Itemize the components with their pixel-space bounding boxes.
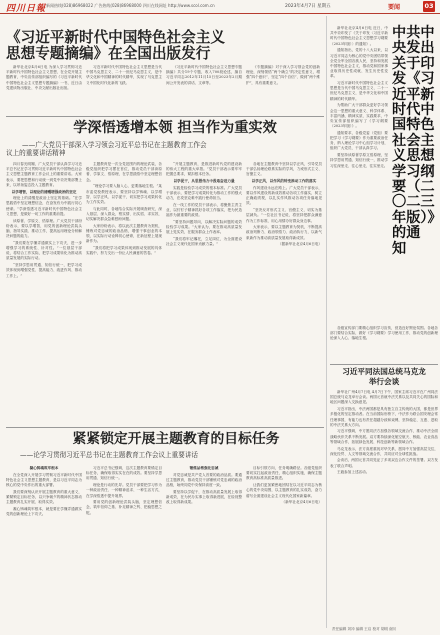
article1-title-line2: 思想专题摘编》在全国出版发行 bbox=[6, 45, 211, 63]
article2-subtitle-line2: 议上的重要讲话精神 bbox=[6, 149, 66, 158]
article2-section3-heading: 以学正风，以作风的转变推动工作的落实 bbox=[251, 179, 317, 184]
right-headline-line: 中共中央发出 bbox=[392, 25, 435, 57]
article1-body-col4: 《专题摘编》对于深入学习领会党的创新理论，深刻领悟“两个确立”的决定性意义，增强“四个意识”、坚定“四个自信”、做到“两个维护”，具有重要意义。 bbox=[246, 65, 320, 85]
secondary-title bbox=[332, 367, 436, 387]
article2-subtitle bbox=[6, 141, 322, 158]
article3-body-col4: 目标引领方向，任务明确路径。各级党组织要切实扛起政治责任，精心组织实施，确保主题教育高标准高质量推进。 让我们更加紧密地团结在以习近平同志为核心的党中央周围，以主题教育的扎实成效，奋力谱写全面建设社会主义现代化国家新篇章。 （新华社北京4月6日电） bbox=[246, 466, 322, 505]
article1-title bbox=[6, 30, 326, 63]
article2-body-col4: 各地在主题教育中坚持以学正风，引导党员干部弘扬理论联系实际的学风，力戒形式主义、官僚主义。 以学正风，以作风的转变推动工作的落实 作风建设永远在路上。广大党员干部表示，要以作风建设的新成效推动各项工作落实，树立正确政绩观，以扎实作风推动各项任务落地见效。 “坚决反对形式主义、官僚主义，切实为基层减负。”一位社区书记说，将坚持把群众满意作为工作标准，用心用情办好群众身边事。 大家表示，要以主题教育为契机，不断提高政治判断力、政治领悟力、政治执行力，以新气象新作为推动高质量发展取得新成效。 （据新华社北京4月6日电） bbox=[246, 162, 322, 247]
article3-body-col3: 锤炼品格强化忠诚 对党忠诚是共产党人首要的政治品质。要通过主题教育，推动党员干部锤炼对党忠诚的政治品格，始终同党中央保持高度一致。 要坚持以学促干，在推动高质量发展上取得新成效，在为民办实事上取得新进展，在检视整改上取得新成果。 bbox=[166, 466, 242, 505]
right-headline-line: 知 bbox=[392, 240, 407, 257]
article2-body-col3: “开展主题教育，是推进新时代党的建设新的伟大工程的重大举措。”党员干部表示要牢牢把握总要求，紧扣根本任务。 以学促干，从思想伟力中汲取奋进力量 实践是检验学习成效的根本标准。广大党员干部表示，要把学习成果转化为推动工作的强大动力，在攻坚克难中践行使命担当。 在一线工作的党员干部表示，将聚焦主责主业，以钉钉子精神抓好各项工作落实，把为民造福作为最重要的政绩。 “要坚持问题导向，以解决实际问题的成效检验学习成果。”大家认为，要在推动高质量发展上见实效，在服务群众上作表率。 “我们将牢记嘱托，立足岗位，为全面建设社会主义现代化国家贡献力量。” bbox=[166, 162, 242, 247]
right-headline-line: 近平新时代中 bbox=[392, 86, 435, 119]
divider bbox=[6, 116, 324, 117]
article2-body-col2: 主题教育是一次全党范围内的理论武装，各级党组织把学习摆在首位，推动党员干部读原著、学原文、悟原理，在学思践悟中坚定理想信念。 “理论学习要入脑入心，更要落地生根。”某市委党校教授表示，要坚持以学铸魂、以学增智、以学正风、以学促干，切实把学习成果转化为工作实效。 与此同时，各地结合实际开展调查研究，深入基层、深入群众，察实情、出实招、求实效，切实解决群众急难愁盼问题。 大家纷纷表示，将以此次主题教育为契机，锤炼对党忠诚的政治品格，增强干事创业的本领，以实际行动诠释初心使命，在新征程上展现新作为。 “我们将把学习成果体现到推动发展的具体实践中，努力交出一份让人民满意的答卷。” bbox=[86, 162, 162, 256]
right-headline-line: 年版）》的通 bbox=[392, 209, 435, 242]
article1-body-col2: 习近平新时代中国特色社会主义思想是当代中国马克思主义、二十一世纪马克思主义，是中华文化和中国精神的时代精华，实现了马克思主义中国化时代化新的飞跃。 bbox=[86, 65, 162, 85]
right-headline bbox=[392, 26, 438, 257]
article2-credit: （据新华社北京4月6日电） bbox=[277, 242, 322, 247]
article3-section1-heading: 凝心铸魂筑牢根本 bbox=[29, 466, 59, 470]
article1-body-col1: 新华社北京4月6日电 为深入学习贯彻习近平新时代中国特色社会主义思想，在全党开展主题教育，中央宣传部组织编写的《习近平新时代中国特色社会主义思想专题摘编》一书，近日由党建读物出版社、中央文献出版社出版。 bbox=[6, 65, 82, 90]
divider bbox=[6, 427, 324, 428]
article3-body-col1: 凝心铸魂筑牢根本 在全党深入开展学习贯彻习近平新时代中国特色社会主义思想主题教育，是以习近平同志为核心的党中央作出的重大部署。 我们要深刻认识开展主题教育的重大意义，紧紧锁定目标任务，以只争朝夕的精神状态推动主题教育扎实开展、取得实效。 凝心铸魂筑牢根本，就是要在学懂弄通做实党的创新理论上下功夫。 bbox=[6, 466, 82, 517]
article2-section2-heading: 以学促干，从思想伟力中汲取奋进力量 bbox=[173, 179, 235, 184]
article3-title: 紧紧锁定开展主题教育的目标任务 bbox=[72, 431, 280, 447]
right-headline-line: 义思想学习纲 bbox=[392, 148, 435, 180]
divider bbox=[330, 364, 438, 365]
secondary-body-col1: 新华社广州4月7日电 4月7日下午，国家主席习近平在广州同法国总统马克龙举行会谈。两国元首就中法关系以及共同关心的国际和地区问题深入交换意见。 习近平指出，中法两国都是具有独立自主传统的大国，都是世界多极化的坚定推动者。在当前国际形势下，中法作为联合国安理会常任理事国，有能力也有责任超越分歧和束缚，坚持稳定、互惠、进取的中法关系大方向。 习近平强调，中方愿同法方加强各领域交流合作，推动中法全面战略伙伴关系不断发展。双方要持续深化航空航天、核能、农业食品等领域合作，拓展绿色发展、科技创新等新领域合作。 马克龙表示，法方高度重视对华关系，愿同中方加强高层交往，深化经贸、人文等领域交流合作，共同应对全球性挑战。 会谈后，两国元首共同见证了多项双边合作文件的签署。双方发表了联合声明。 王毅参加上述活动。 bbox=[330, 390, 438, 475]
page-number: 03 bbox=[424, 2, 434, 10]
footer-credits: 责任编辑 刘冲 编辑 王启 校对 胡明 谢川 bbox=[332, 627, 397, 631]
article2-section1-heading: 以学增智，以理论的清醒增强政治的坚定 bbox=[11, 189, 77, 194]
article2-title: 学深悟透增本领 担当作为重实效 bbox=[73, 120, 277, 136]
masthead-contact: 新闻热线(028)86968022 广告热线(028)86968000 四川在线网址 http://www.scol.com.cn bbox=[46, 3, 215, 8]
secondary-title-line1: 习近平同法国总统马克龙 bbox=[342, 367, 426, 376]
right-notice-body-lower: 各级宣传部门要精心组织学习宣传，营造良好舆论氛围。各地各部门要结合实际，做好《学习纲要》学习使用工作，推动党的创新理论深入人心、落地生根。 bbox=[330, 326, 438, 341]
right-notice-body: 新华社北京4月6日电 近日，中共中央印发了《关于印发〈习近平新时代中国特色社会主义思想学习纲要（2023年版）〉的通知》。 通知指出，党的十八大以来，以习近平同志为核心的党中央团结带领全党全军全国各族人民，坚持和发展中国特色社会主义，推动党和国家事业取得历史性成就、发生历史性变革。 习近平新时代中国特色社会主义思想是当代中国马克思主义、二十一世纪马克思主义，是中华文化和中国精神的时代精华。 为帮助广大干部群众更好学习领会这一思想的重大意义、科学体系、丰富内涵、精神实质、实践要求，中央宣传部组织编写了《学习纲要（2023年版）》。 通知要求，各级党委（党组）要把学习《学习纲要》作为重要政治任务，纳入理论学习中心组学习计划，组织广大党员、干部认真学习。 要坚持读原著学原文悟原理，坚持学思用贯通、知信行统一，推动学习往深里走、往心里走、往实里走。 bbox=[330, 26, 388, 168]
secondary-title-line2: 举行会谈 bbox=[368, 377, 400, 386]
newspaper-logo: 四川日報 bbox=[6, 4, 47, 14]
column-divider bbox=[326, 16, 327, 628]
article1-body-col3: 《习近平新时代中国特色社会主义思想专题摘编》共分19个专题，收入700段论述，摘自习近平同志2012年11月15日至2023年2月期间公开发表的讲话、文章等。 bbox=[166, 65, 242, 85]
issue-date: 2023年4月7日 星期五 bbox=[285, 4, 331, 9]
section-label: 要闻 bbox=[388, 4, 401, 11]
masthead bbox=[0, 0, 440, 14]
right-headline-line: 国特色社会主 bbox=[392, 117, 435, 149]
article2-body-col1: 四月春光明媚，广大党员干部认真学习习近平总书记在学习贯彻习近平新时代中国特色社会主义思想主题教育工作会议上的重要讲话。大家表示，要把思想和行动统一到党中央决策部署上来，以昂扬姿态投入主题教育。 以学增智，以理论的清醒增强政治的坚定 理论上的清醒是政治上坚定的基础。“在学思践悟中坚定理想信念，在奋发有为中践行初心使命。”学深悟透习近平新时代中国特色社会主义思想，是做好一切工作的重要前提。 读原著、学原文、悟原理。广大党员干部纷纷表示，要以学增智，用党的创新理论武装头脑、指导实践、推动工作，提高运用理论分析解决问题的能力。 “我们要在学懂弄通做实上下功夫，进一步增强学习的系统性、针对性。”一位基层干部说，将结合工作实际，把学习成果转化为推动高质量发展的实际行动。 “坚持学思用贯通、知信行统一，把学习成效体现到增强党性、提高能力、改进作风、推动工作上。” bbox=[6, 162, 82, 278]
article2-subtitle-line1: ——广大党员干部深入学习领会习近平总书记在主题教育工作会 bbox=[22, 141, 207, 149]
right-headline-line: 关于印发《习 bbox=[392, 55, 435, 88]
article1-title-line1: 《习近平新时代中国特色社会主义 bbox=[6, 29, 225, 46]
article3-subtitle: ——论学习贯彻习近平总书记在主题教育工作会议上重要讲话 bbox=[20, 451, 199, 459]
article3-body-col2: 习近平总书记强调，这次主题教育要锚定目标任务，确保取得实实在在的成效。要坚持学思用贯通、知信行统一。 理论是行动的先导。党员干部要把学习作为一种政治责任、一种精神追求、一种生活方式，在学深悟透中提升境界。 要用党的创新理论武装头脑，坚定理想信念，筑牢信仰之基、补足精神之钙、把稳思想之舵。 bbox=[86, 466, 162, 515]
article3-credit: （新华社北京4月6日电） bbox=[281, 500, 322, 505]
right-headline-line: 要（二〇二三 bbox=[392, 179, 435, 211]
article3-section2-heading: 锤炼品格强化忠诚 bbox=[189, 466, 219, 470]
